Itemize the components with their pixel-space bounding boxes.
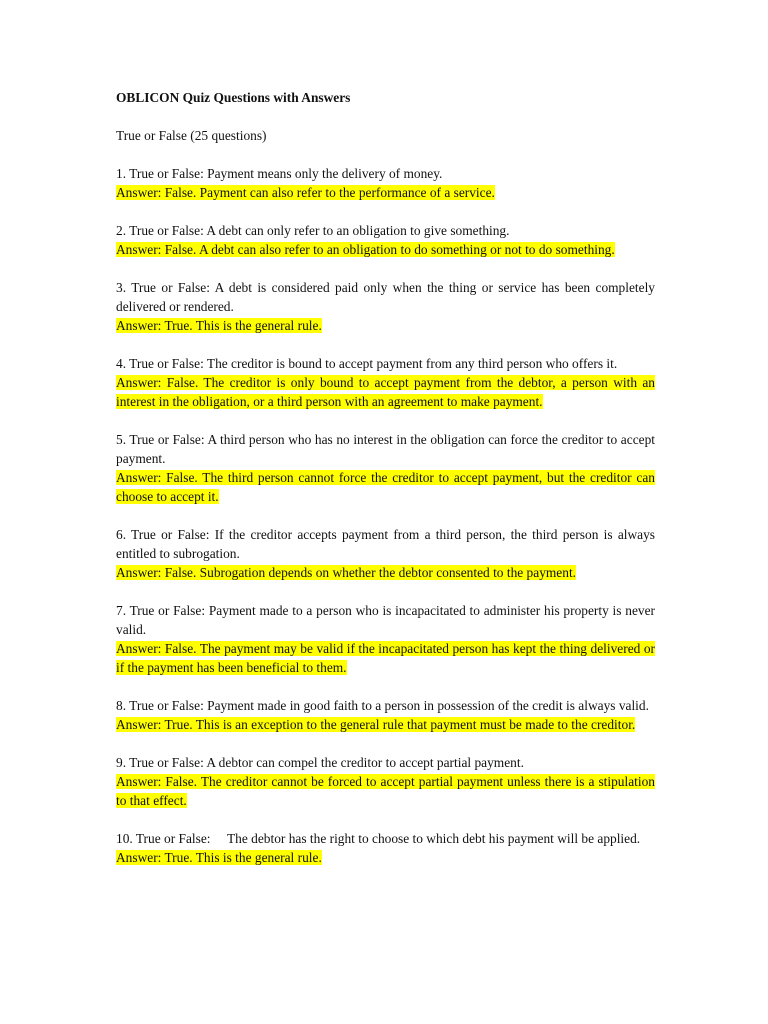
question-text: 3. True or False: A debt is considered paid only when the thing or service has been completely delivered or rendered.: [116, 280, 655, 314]
answer-text: [116, 848, 655, 867]
answer-text: [116, 639, 655, 677]
question-item: [116, 278, 655, 335]
document-title: OBLICON Quiz Questions with Answers: [116, 90, 351, 105]
document-subtitle: True or False (25 questions): [116, 128, 267, 143]
answer-text: [116, 715, 655, 734]
question-item: [116, 221, 655, 259]
question-text: 4. True or False: The creditor is bound to accept payment from any third person who offers it.: [116, 356, 618, 371]
answer-highlight: Answer: False. The creditor is only bound to accept payment from the debtor, a person with an interest in the obligation, or a third person with an agreement to make payment.: [116, 375, 655, 409]
answer-highlight: Answer: False. The payment may be valid if the incapacitated person has kept the thing delivered or if the payment has been beneficial to them.: [116, 641, 655, 675]
answer-text: [116, 468, 655, 506]
answer-text: [116, 240, 655, 259]
answer-highlight: Answer: False. Payment can also refer to the performance of a service.: [116, 185, 495, 200]
question-text: 6. True or False: If the creditor accepts payment from a third person, the third person is always entitled to subrogation.: [116, 527, 655, 561]
answer-highlight: Answer: True. This is the general rule.: [116, 850, 322, 865]
question-text: 7. True or False: Payment made to a person who is incapacitated to administer his property is never valid.: [116, 603, 655, 637]
answer-text: [116, 183, 655, 202]
answer-text: [116, 373, 655, 411]
question-text: 9. True or False: A debtor can compel the creditor to accept partial payment.: [116, 755, 524, 770]
document-page: [116, 88, 655, 867]
question-item: [116, 354, 655, 411]
question-item: [116, 601, 655, 677]
answer-text: [116, 772, 655, 810]
answer-text: [116, 316, 655, 335]
question-text: 5. True or False: A third person who has no interest in the obligation can force the creditor to accept payment.: [116, 432, 655, 466]
question-text: 10. True or False: The debtor has the right to choose to which debt his payment will be applied.: [116, 831, 641, 846]
question-item: [116, 164, 655, 202]
answer-highlight: Answer: True. This is the general rule.: [116, 318, 322, 333]
answer-highlight: Answer: False. The creditor cannot be forced to accept partial payment unless there is a stipulation to that effect.: [116, 774, 655, 808]
question-text: 2. True or False: A debt can only refer to an obligation to give something.: [116, 223, 510, 238]
question-item: [116, 696, 655, 734]
question-item: [116, 829, 655, 867]
answer-highlight: Answer: False. Subrogation depends on whether the debtor consented to the payment.: [116, 565, 577, 580]
answer-highlight: Answer: False. The third person cannot force the creditor to accept payment, but the creditor can choose to accept it.: [116, 470, 655, 504]
question-text: 1. True or False: Payment means only the delivery of money.: [116, 166, 443, 181]
answer-highlight: Answer: True. This is an exception to the general rule that payment must be made to the creditor.: [116, 717, 636, 732]
question-text: 8. True or False: Payment made in good faith to a person in possession of the credit is always valid.: [116, 698, 649, 713]
question-item: [116, 430, 655, 506]
answer-text: [116, 563, 655, 582]
question-item: [116, 753, 655, 810]
question-item: [116, 525, 655, 582]
answer-highlight: Answer: False. A debt can also refer to an obligation to do something or not to do something.: [116, 242, 615, 257]
